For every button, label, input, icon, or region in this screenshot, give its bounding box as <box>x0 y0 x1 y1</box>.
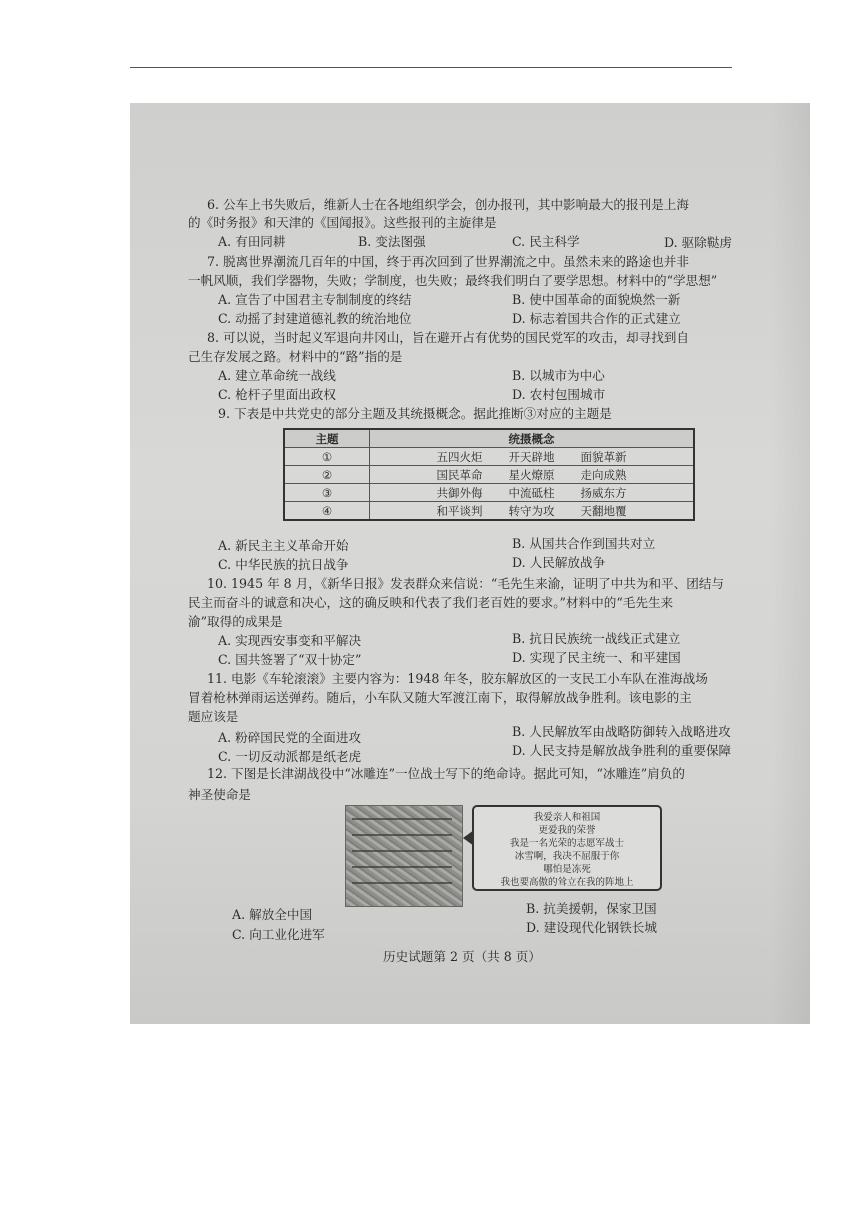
q12-option-d: D. 建设现代化钢铁长城 <box>526 920 657 935</box>
handwriting-stroke <box>352 818 452 820</box>
table-row <box>284 466 694 484</box>
q8-stem-line1: 8. 可以说，当时起义军退向井冈山，旨在避开占有优势的国民党军的攻击，却寻找到自 <box>207 330 689 345</box>
handwritten-poem-photo <box>345 805 463 907</box>
concept-cell <box>370 466 695 484</box>
q9-option-b: B. 从国共合作到国共对立 <box>512 536 656 551</box>
concept: 扬威东方 <box>580 485 627 500</box>
q6-option-c: C. 民主科学 <box>512 234 580 249</box>
q10-option-d: D. 实现了民主统一、和平建国 <box>512 650 681 665</box>
q8-stem-line2: 己生存发展之路。材料中的“路”指的是 <box>188 349 403 364</box>
poem-line: 冰雪啊，我决不屈服于你 <box>514 851 620 862</box>
concept: 走向成熟 <box>580 467 627 482</box>
theme-number: ① <box>284 448 370 466</box>
q12-option-c: C. 向工业化进军 <box>232 927 325 942</box>
table-row <box>284 484 694 502</box>
poem-line: 更爱我的荣誉 <box>538 825 596 836</box>
q11-option-d: D. 人民支持是解放战争胜利的重要保障 <box>512 743 732 758</box>
q11-option-b: B. 人民解放军由战略防御转入战略进攻 <box>512 724 731 739</box>
handwriting-stroke <box>352 882 452 884</box>
table-header-row <box>284 429 694 448</box>
q10-stem-line2: 民主而奋斗的诚意和决心，这的确反映和代表了我们老百姓的要求。”材料中的“毛先生来 <box>188 595 674 610</box>
handwriting-stroke <box>352 866 452 868</box>
q9-option-c: C. 中华民族的抗日战争 <box>218 557 349 572</box>
q7-option-d: D. 标志着国共合作的正式建立 <box>512 311 681 326</box>
q7-option-b: B. 使中国革命的面貌焕然一新 <box>512 292 681 307</box>
poem-line: 我爱亲人和祖国 <box>533 812 601 823</box>
concept: 星火燎原 <box>508 467 555 482</box>
q11-stem-line2: 冒着枪林弹雨运送弹药。随后，小车队又随大军渡江南下，取得解放战争胜利。该电影的主 <box>188 690 692 705</box>
concept-cell <box>370 484 695 502</box>
q12-option-b: B. 抗美援朝，保家卫国 <box>526 901 657 916</box>
theme-number: ④ <box>284 502 370 521</box>
theme-number: ② <box>284 466 370 484</box>
concept-cell <box>370 502 695 521</box>
concept: 开天辟地 <box>508 449 555 464</box>
q11-option-c: C. 一切反动派都是纸老虎 <box>218 749 362 764</box>
concept: 面貌革新 <box>580 449 627 464</box>
q12-stem-line2: 神圣使命是 <box>188 787 251 802</box>
concept: 和平谈判 <box>436 503 483 518</box>
concept: 共御外侮 <box>436 485 483 500</box>
q8-option-c: C. 枪杆子里面出政权 <box>218 387 336 402</box>
table-header-theme: 主题 <box>284 429 370 448</box>
q9-option-a: A. 新民主主义革命开始 <box>218 538 349 553</box>
page-footer: 历史试题第 2 页（共 8 页） <box>383 949 541 964</box>
q6-option-d: D. 驱除鞑虏 <box>664 235 733 250</box>
q9-option-d: D. 人民解放战争 <box>512 555 606 570</box>
table-row <box>284 448 694 466</box>
q6-option-a: A. 有田同耕 <box>218 234 286 249</box>
handwriting-stroke <box>352 834 452 836</box>
table-row <box>284 502 694 521</box>
q7-option-c: C. 动摇了封建道德礼教的统治地位 <box>218 311 412 326</box>
q10-stem-line1: 10. 1945 年 8 月，《新华日报》发表群众来信说：“毛先生来渝，证明了中共为和平、团结与 <box>207 576 725 591</box>
q12-stem-line1: 12. 下图是长津湖战役中“冰雕连”一位战士写下的绝命诗。据此可知，“冰雕连”肩负的 <box>207 766 685 781</box>
poem-line: 我也要高傲的耸立在我的阵地上 <box>500 877 634 888</box>
q7-option-a: A. 宣告了中国君主专制制度的终结 <box>218 292 412 307</box>
q8-option-b: B. 以城市为中心 <box>512 368 605 383</box>
q6-stem-line1: 6. 公车上书失败后，维新人士在各地组织学会，创办报刊，其中影响最大的报刊是上海 <box>207 197 689 212</box>
q9-stem: 9. 下表是中共党史的部分主题及其统摄概念。据此推断③对应的主题是 <box>218 406 612 421</box>
q7-stem-line2: 一帆风顺，我们学器物，失败；学制度，也失败；最终我们明白了要学思想。材料中的“学思想” <box>188 273 718 288</box>
q12-option-a: A. 解放全中国 <box>232 907 313 922</box>
q10-option-b: B. 抗日民族统一战线正式建立 <box>512 631 681 646</box>
concept-cell <box>370 448 695 466</box>
q6-stem-line2: 的《时务报》和天津的《国闻报》。这些报刊的主旋律是 <box>188 215 497 230</box>
concept: 五四火炬 <box>436 449 483 464</box>
q10-option-c: C. 国共签署了“双十协定” <box>218 652 362 667</box>
concept: 天翻地覆 <box>580 503 627 518</box>
q9-theme-table <box>283 428 695 521</box>
q11-stem-line1: 11. 电影《车轮滚滚》主要内容为：1948 年冬，胶东解放区的一支民工小车队在淮海战场 <box>207 671 708 686</box>
q8-option-a: A. 建立革命统一战线 <box>218 368 336 383</box>
q6-option-b: B. 变法图强 <box>358 234 426 249</box>
q11-stem-line3: 题应该是 <box>188 709 239 724</box>
q10-option-a: A. 实现西安事变和平解决 <box>218 633 362 648</box>
concept: 中流砥柱 <box>508 485 555 500</box>
concept: 国民革命 <box>436 467 483 482</box>
table-header-concepts: 统摄概念 <box>370 429 695 448</box>
theme-number: ③ <box>284 484 370 502</box>
top-divider <box>130 67 732 68</box>
q11-option-a: A. 粉碎国民党的全面进攻 <box>218 730 362 745</box>
q8-option-d: D. 农村包围城市 <box>512 387 606 402</box>
q10-stem-line3: 渝”取得的成果是 <box>188 614 283 629</box>
concept: 转守为攻 <box>508 503 555 518</box>
q7-stem-line1: 7. 脱离世界潮流几百年的中国，终于再次回到了世界潮流之中。虽然未来的路途也并非 <box>207 254 689 269</box>
poem-transcription-box <box>472 805 662 891</box>
poem-line: 哪怕是冻死 <box>543 864 591 875</box>
poem-line: 我是一名光荣的志愿军战士 <box>509 838 624 849</box>
handwriting-stroke <box>352 850 452 852</box>
